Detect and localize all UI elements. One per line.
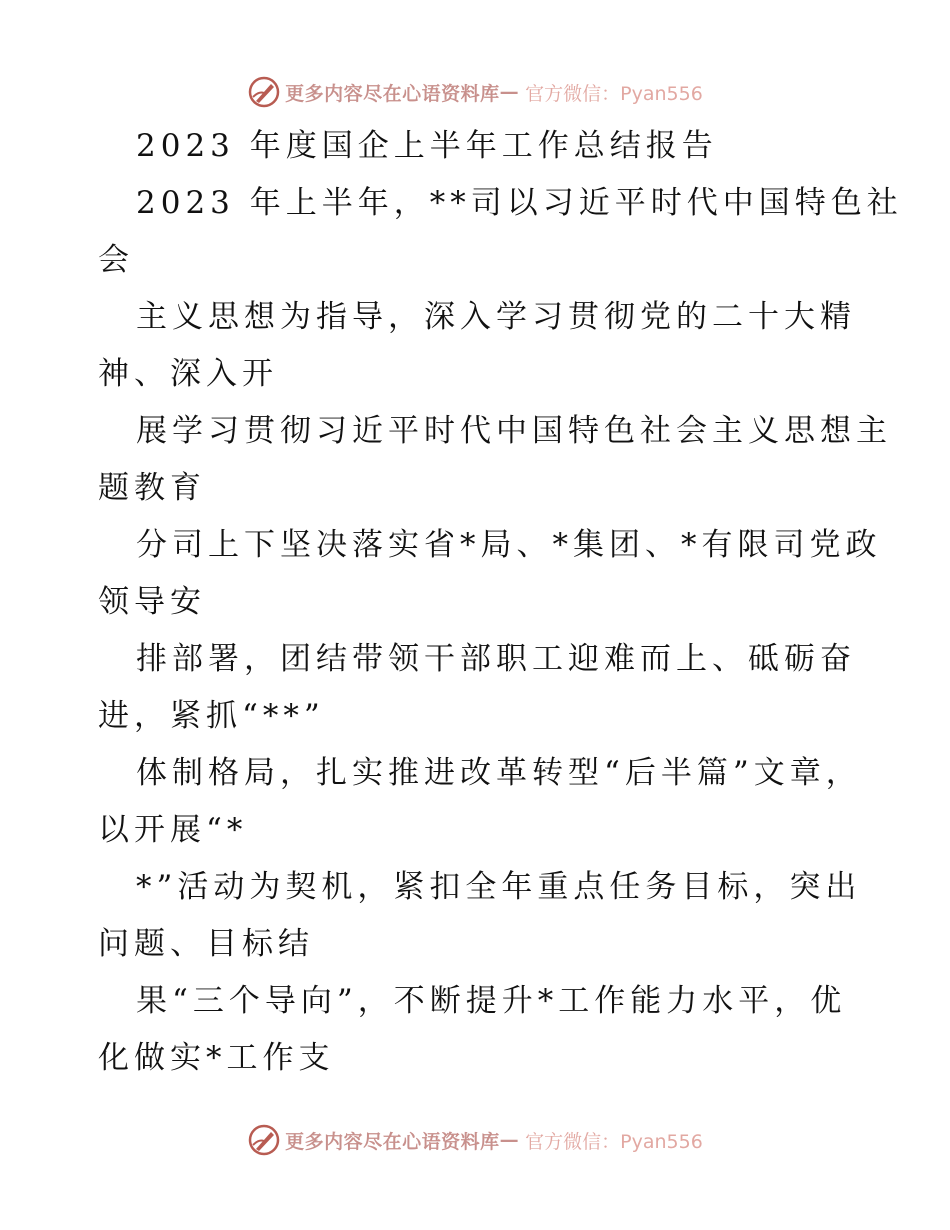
text-line: 领导安 xyxy=(98,584,206,620)
text-line: 题教育 xyxy=(98,470,206,506)
watermark-header xyxy=(0,72,950,112)
document-body xyxy=(98,118,903,1087)
quill-logo-icon xyxy=(247,1123,281,1157)
text-line: 以开展“* xyxy=(98,812,248,848)
watermark-contact: 官方微信：Pyan556 xyxy=(525,82,703,105)
text-line: 会 xyxy=(98,242,134,278)
watermark-separator: — xyxy=(499,81,520,103)
watermark-footer xyxy=(0,1120,950,1160)
quill-logo-icon xyxy=(247,75,281,109)
watermark-separator: — xyxy=(499,1129,520,1151)
text-line: 果“三个导向”，不断提升*工作能力水平，优 xyxy=(136,983,847,1019)
text-line: 化做实*工作支 xyxy=(98,1040,335,1076)
text-line: *”活动为契机，紧扣全年重点任务目标，突出 xyxy=(136,869,862,905)
watermark-brand: 更多内容尽在心语资料库 xyxy=(285,1130,500,1153)
text-line: 体制格局，扎实推进改革转型“后半篇”文章， xyxy=(136,755,862,791)
watermark-contact: 官方微信：Pyan556 xyxy=(525,1130,703,1153)
text-line: 进，紧抓“**” xyxy=(98,698,325,734)
document-title: 2023 年度国企上半年工作总结报告 xyxy=(136,128,718,164)
text-line: 2023 年上半年，**司以习近平时代中国特色社 xyxy=(136,185,903,221)
text-line: 神、深入开 xyxy=(98,356,278,392)
text-line: 问题、目标结 xyxy=(98,926,314,962)
text-line: 排部署，团结带领干部职工迎难而上、砥砺奋 xyxy=(136,641,856,677)
watermark-brand: 更多内容尽在心语资料库 xyxy=(285,82,500,105)
text-line: 分司上下坚决落实省*局、*集团、*有限司党政 xyxy=(136,527,882,563)
text-line: 主义思想为指导，深入学习贯彻党的二十大精 xyxy=(136,299,856,335)
text-line: 展学习贯彻习近平时代中国特色社会主义思想主 xyxy=(136,413,892,449)
